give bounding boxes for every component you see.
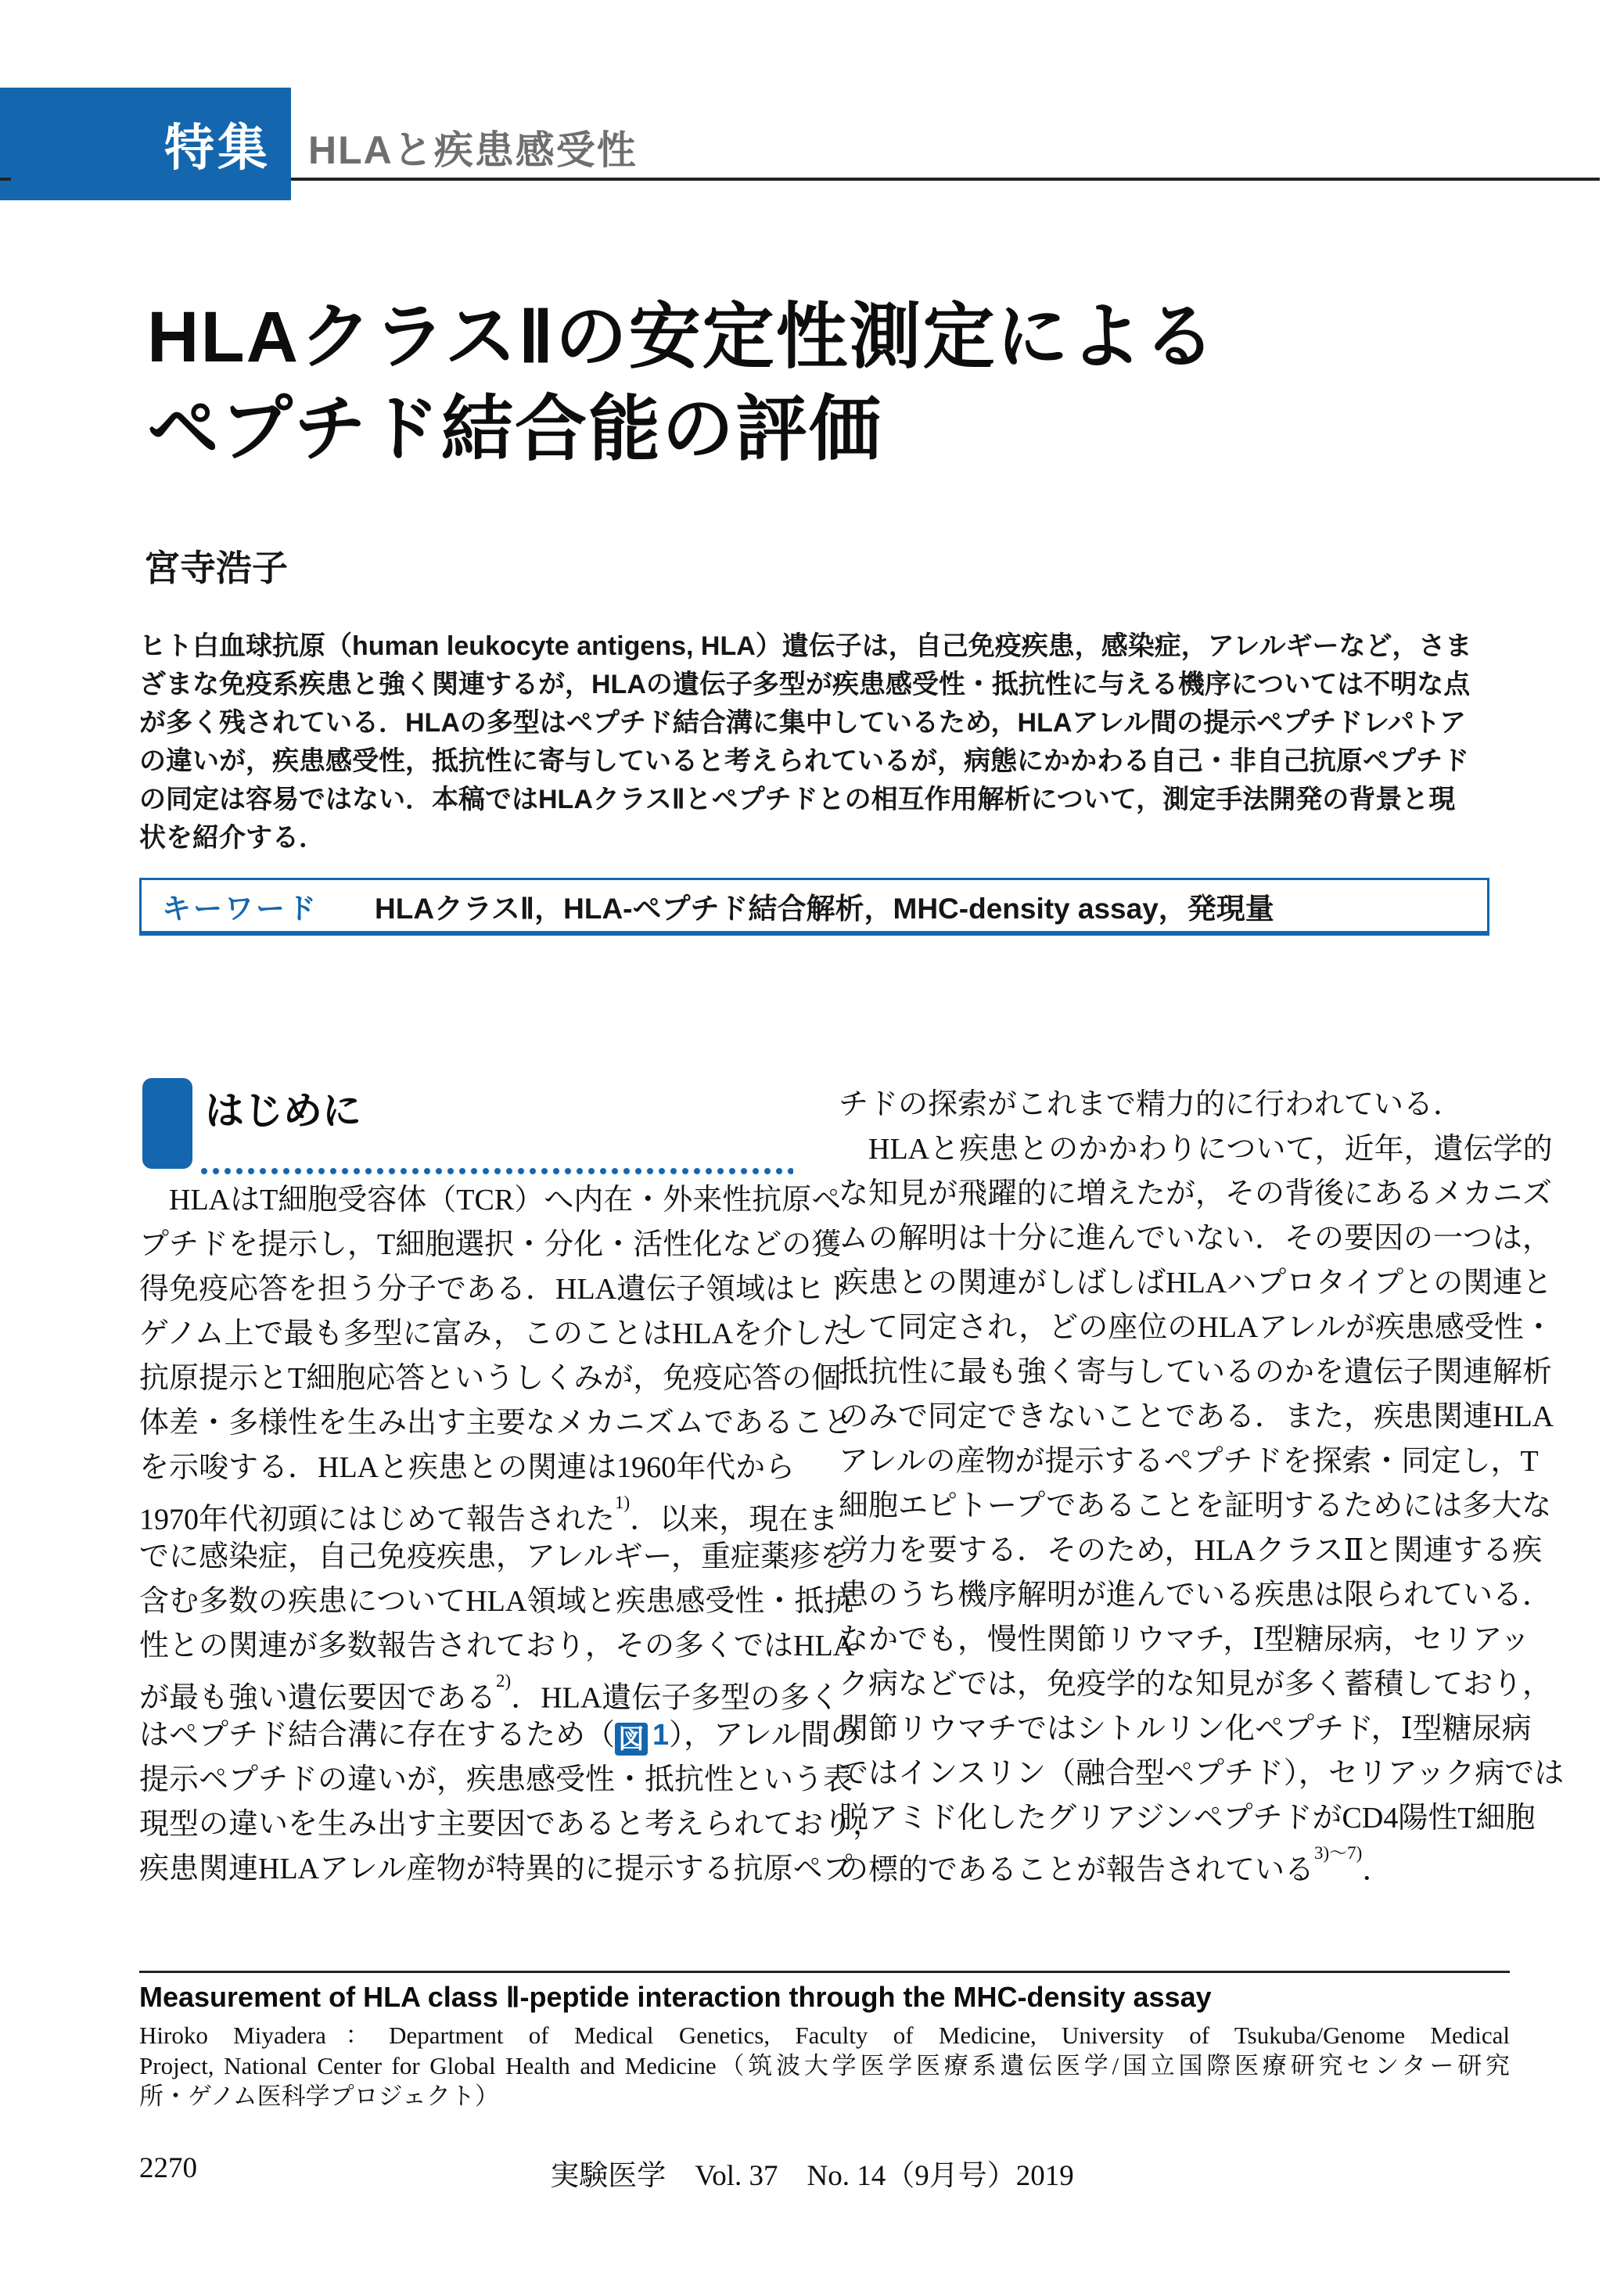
feature-banner [0,88,291,200]
abstract-line: ヒト白血球抗原（human leukocyte antigens, HLA）遺伝子は，自己免疫疾患，感染症，アレルギーなど，さま [139,631,1472,661]
abstract-line: の同定は容易ではない．本稿ではHLAクラスⅡとペプチドとの相互作用解析について，測定手法開発の背景と現 [139,785,1456,814]
text-line [139,1624,855,1669]
page-number: 2270 [139,2152,197,2184]
text-run: ），アレル間の [669,1719,861,1752]
text-run: 関節リウマチではシトルリン化ペプチド，Ⅰ型糖尿病 [839,1713,1532,1745]
reference-marker: 3)～7) [1314,1843,1363,1864]
text-run: アレルの産物が提示するペプチドを探索・同定し，T [839,1445,1539,1478]
text-run: ムの解明は十分に進んでいない．その要因の一つは， [839,1222,1553,1255]
footer-english-title: Measurement of HLA class Ⅱ-peptide interaction through the MHC-density assay [139,1981,1212,2013]
text-run: はペプチド結合溝に存在するため（ [139,1719,616,1752]
text-run: して同定され，どの座位のHLAアレルが疾患感受性・ [839,1311,1554,1344]
section-heading: はじめに [205,1089,361,1133]
text-line [839,1217,1553,1261]
text-line [139,1580,854,1624]
text-line [839,1529,1543,1573]
text-line [839,1395,1554,1439]
figure-1-reference-icon[interactable]: 図 [615,1723,648,1756]
reference-marker: 2) [496,1671,512,1691]
text-run: ．以来，現在ま [630,1503,839,1536]
header-rule [291,178,1600,181]
text-line [839,1841,1493,1885]
text-line [139,1401,853,1446]
text-line [139,1446,796,1490]
footer-rule [139,1971,1510,1973]
body-column-right [839,1083,1565,1887]
abstract-line: ざまな免疫系疾患と強く関連するが，HLAの遺伝子多型が疾患感受性・抵抗性に与える機序については不明な点 [139,670,1471,699]
text-line [139,1713,861,1758]
abstract-line: が多く残されている．HLAの多型はペプチド結合溝に集中しているため，HLAアレル間の提示ペプチドレパトア [139,708,1467,738]
text-run: が最も強い遺伝要因である [139,1681,497,1715]
body-column-left [139,1178,883,1892]
text-run: 1970年代初頭にはじめて報告された [139,1503,616,1536]
text-line [139,1178,842,1223]
feature-label: 特集 [164,120,271,176]
text-line [839,1083,1493,1127]
keywords-text: HLAクラスⅡ，HLA-ペプチド結合解析，MHC-density assay，発現量 [375,892,1274,925]
text-line [839,1618,1530,1662]
text-line [139,1758,853,1802]
text-run: 抵抗性に最も強く寄与しているのかを遺伝子関連解析 [839,1356,1553,1389]
text-run: 体差・多様性を生み出す主要なメカニズムであること [139,1407,853,1439]
keywords-label: キーワード [162,892,318,925]
section-marker-icon [142,1078,192,1169]
text-run: 労力を要する．そのため，HLAクラスⅡと関連する疾 [839,1534,1543,1567]
text-run: プチドを提示し，T細胞選択・分化・活性化などの獲 [139,1228,842,1261]
text-run: でに感染症，自己免疫疾患，アレルギー，重症薬疹を [139,1540,850,1573]
author-name: 宮寺浩子 [144,548,288,588]
article-title-line2: ペプチド結合能の評価 [147,390,883,469]
text-run: チドの探索がこれまで精力的に行われている． [839,1088,1464,1121]
text-line [839,1796,1536,1841]
crop-mark [0,178,11,181]
text-run: 抗原提示とT細胞応答というしくみが，免疫応答の個 [139,1362,842,1395]
abstract-line: 状を紹介する． [139,823,325,853]
text-run: 得免疫応答を担う分子である．HLA遺伝子領域はヒト [139,1273,855,1306]
text-run: ではインスリン（融合型ペプチド），セリアック病では [839,1757,1565,1790]
affiliation-line: Hiroko Miyadera：Department of Medical Genetics, Faculty of Medicine, University of Tsukuba/Genome Medical [139,2022,1510,2049]
text-run: のみで同定できないことである．また，疾患関連HLA [839,1400,1554,1433]
article-title-line1: HLAクラスⅡの安定性測定による [147,297,1217,377]
text-run: ． [1362,1853,1392,1887]
text-run: なかでも，慢性関節リウマチ，Ⅰ型糖尿病，セリアッ [839,1623,1530,1656]
affiliation-line: 所・ゲノム医科学プロジェクト） [139,2083,500,2110]
text-line [139,1223,842,1267]
text-line [139,1847,853,1892]
affiliation-line: Project, National Center for Global Health and Medicine（筑波大学医学医療系遺伝医学/国立国際医療研究センター研究 [139,2052,1510,2079]
text-run: 疾患との関連がしばしばHLAハプロタイプとの関連と [839,1267,1553,1299]
text-line [139,1669,840,1715]
text-run: ．HLA遺伝子多型の多く [511,1681,840,1715]
text-line [839,1707,1532,1752]
text-run: 含む多数の疾患についてHLA領域と疾患感受性・抵抗 [139,1585,854,1618]
text-line [839,1484,1552,1529]
text-line [139,1312,853,1357]
text-line [839,1439,1539,1484]
abstract [139,627,1494,857]
text-run: 脱アミド化したグリアジンペプチドがCD4陽性T細胞 [839,1802,1536,1835]
text-run: 患のうち機序解明が進んでいる疾患は限られている． [839,1579,1553,1612]
text-run: HLAと疾患とのかかわりについて，近年，遺伝学的 [839,1133,1553,1166]
text-line [139,1357,842,1401]
text-line [839,1306,1554,1350]
section-dotted-rule [200,1167,793,1175]
text-run: 性との関連が多数報告されており，その多くではHLA [139,1630,855,1662]
text-run: HLAはT細胞受容体（TCR）へ内在・外来性抗原ペ [139,1184,842,1217]
text-line [839,1662,1553,1707]
text-line [839,1172,1553,1217]
text-line [839,1350,1553,1395]
text-run: の標的であることが報告されている [839,1853,1315,1887]
text-run: 現型の違いを生み出す主要因であると考えられており， [139,1808,883,1841]
text-line [139,1535,850,1580]
text-run: な知見が飛躍的に増えたが，その背後にあるメカニズ [839,1177,1553,1210]
abstract-line: の違いが，疾患感受性，抵抗性に寄与していると考えられているが，病態にかかわる自己・非自己抗原ペプチド [139,746,1469,776]
text-line [839,1752,1565,1796]
text-run: 疾患関連HLAアレル産物が特異的に提示する抗原ペプ [139,1853,853,1885]
article-title [147,291,1217,476]
reference-marker: 1) [615,1493,631,1513]
text-line [139,1490,839,1536]
text-line [839,1573,1553,1618]
text-line [139,1802,883,1847]
text-run: ゲノム上で最も多型に富み，このことはHLAを介した [139,1317,853,1350]
figure-1-reference[interactable]: 1 [652,1719,670,1752]
keywords-box [139,878,1489,936]
text-line [839,1261,1553,1306]
text-line [839,1127,1553,1172]
text-run: を示唆する．HLAと疾患との関連は1960年代から [139,1451,796,1484]
text-run: 細胞エピトープであることを証明するためには多大な [839,1490,1552,1522]
journal-info: 実験医学 Vol. 37 No. 14（9月号）2019 [550,2160,1074,2192]
text-run: 提示ペプチドの違いが，疾患感受性・抵抗性という表 [139,1763,853,1796]
footer-affiliation [139,2020,1510,2112]
text-line [139,1267,855,1312]
text-run: ク病などでは，免疫学的な知見が多く蓄積しており， [839,1668,1553,1701]
feature-title: HLAと疾患感受性 [308,128,638,172]
